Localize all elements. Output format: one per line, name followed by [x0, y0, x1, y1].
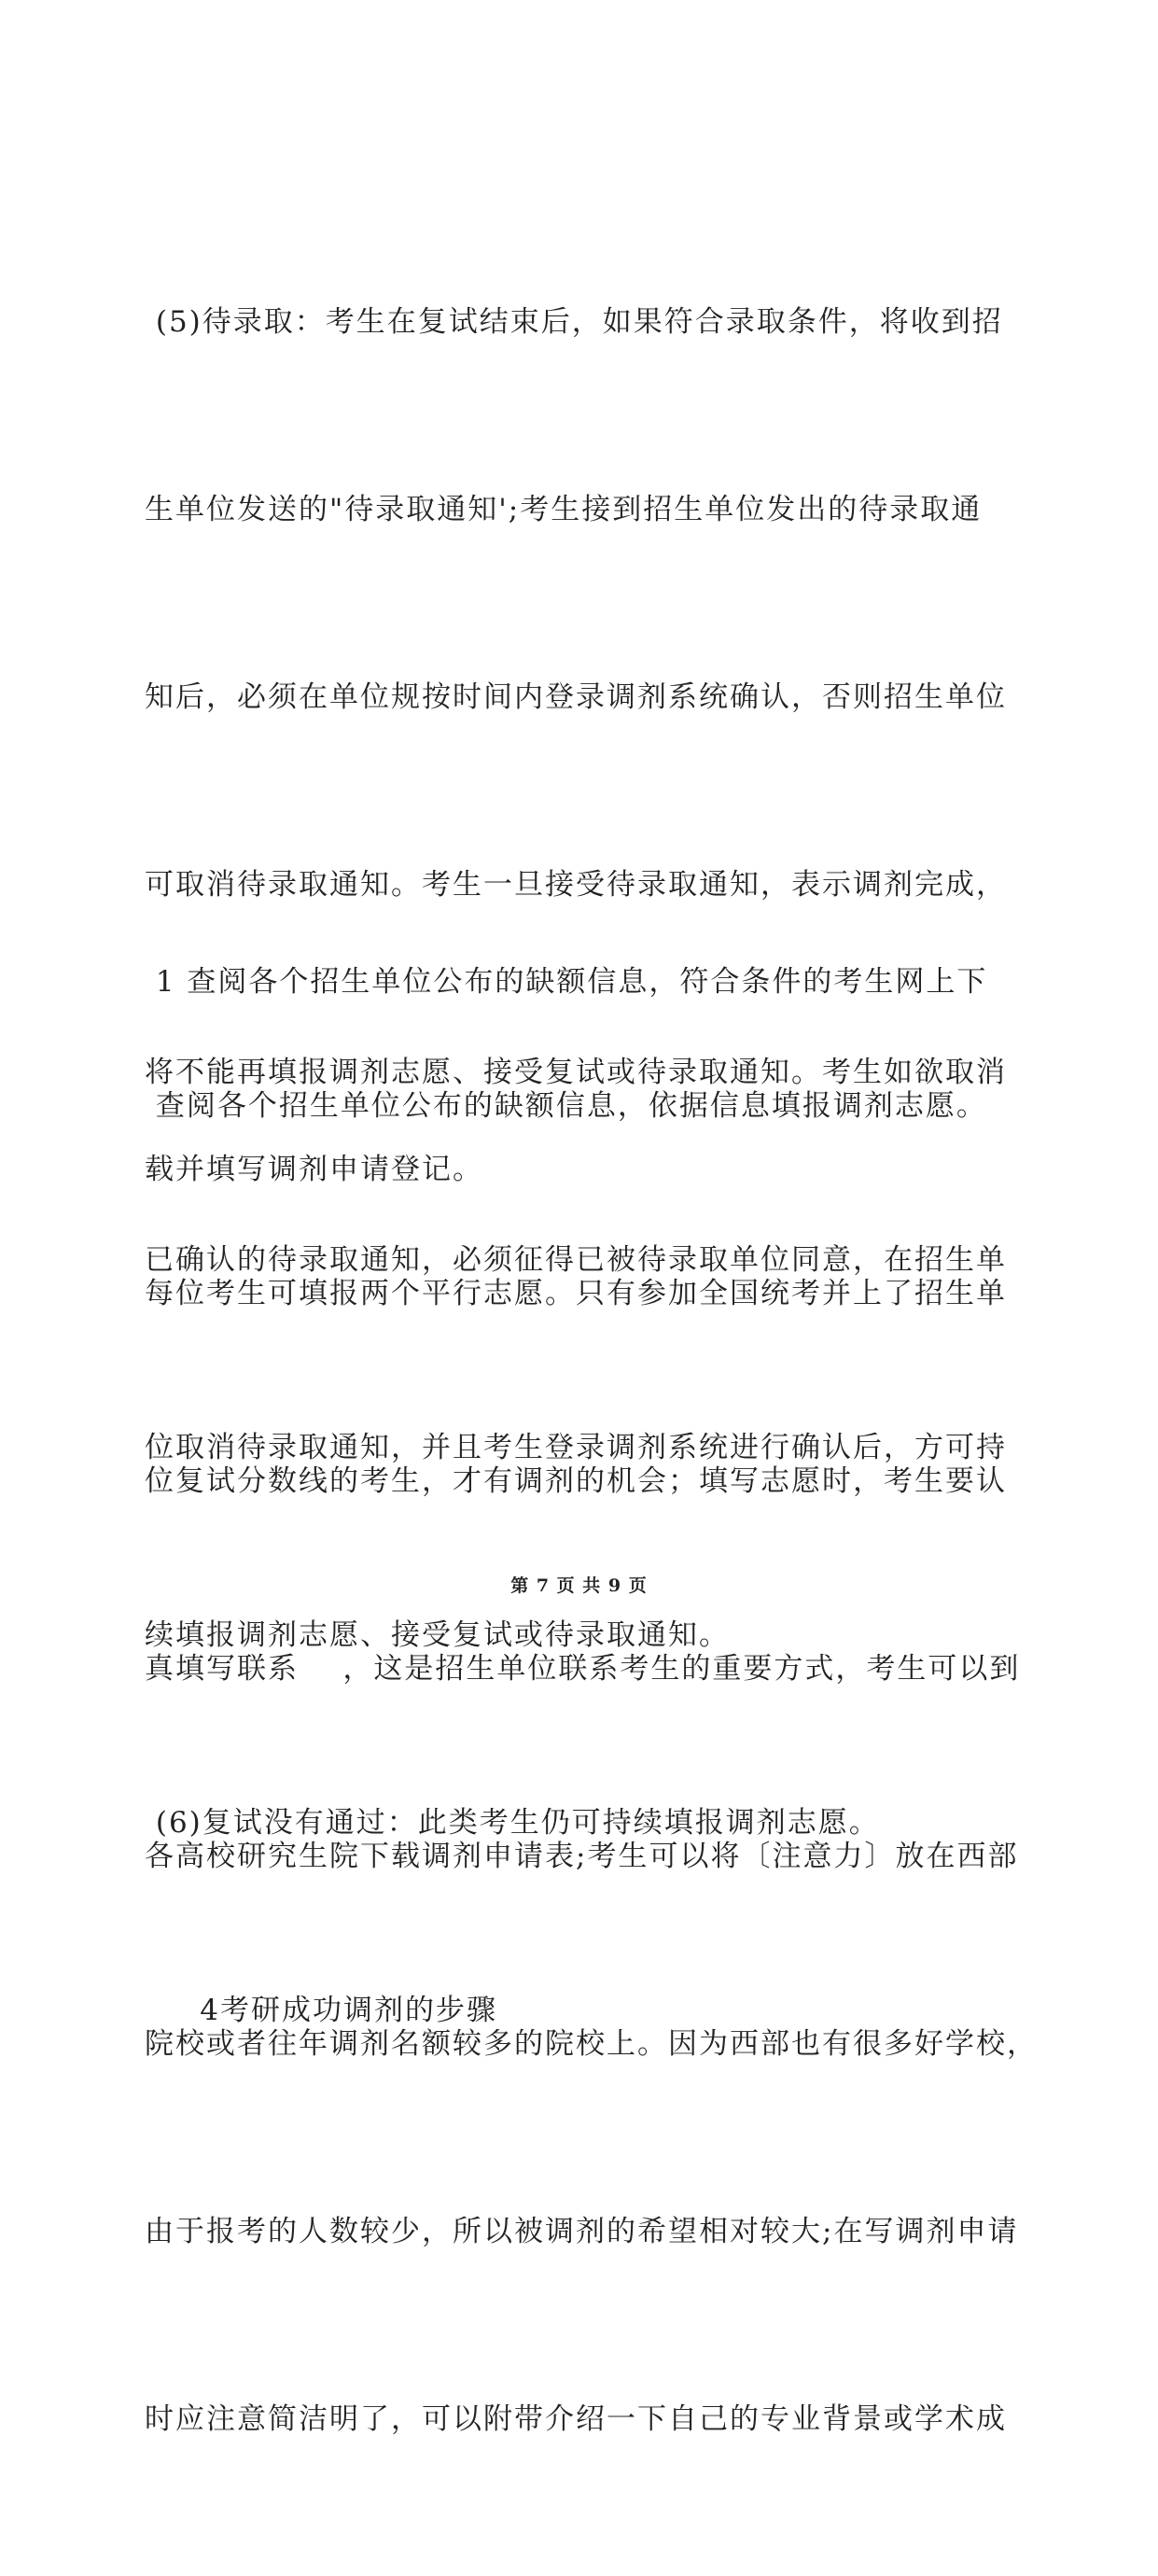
- text-line: 位取消待录取通知，并且考生登录调剂系统进行确认后，方可持: [145, 1431, 1007, 1464]
- text-line: 院校或者往年调剂名额较多的院校上。因为西部也有很多好学校，: [145, 2027, 1038, 2061]
- text-line: 知后，必须在单位规按时间内登录调剂系统确认，否则招生单位: [145, 680, 1007, 714]
- text-line: 由于报考的人数较少，所以被调剂的希望相对较大;在写调剂申请: [145, 2215, 1019, 2248]
- text-line: 可取消待录取通知。考生一旦接受待录取通知，表示调剂完成，: [145, 868, 1007, 902]
- page-number-footer: 第 7 页 共 9 页: [510, 1575, 648, 1596]
- text-line: 将不能再填报调剂志愿、接受复试或待录取通知。考生如欲取消: [145, 1056, 1007, 1089]
- text-line: 查阅各个招生单位公布的缺额信息，依据信息填报调剂志愿。: [145, 1089, 987, 1123]
- text-line: 时应注意简洁明了，可以附带介绍一下自己的专业背景或学术成: [145, 2402, 1007, 2436]
- text-line: 1 查阅各个招生单位公布的缺额信息，符合条件的考生网上下: [145, 965, 988, 999]
- text-line: 续填报调剂志愿、接受复试或待录取通知。: [145, 1618, 730, 1652]
- text-line: (6)复试没有通过：此类考生仍可持续填报调剂志愿。: [145, 1806, 880, 1840]
- text-line: 位复试分数线的考生，才有调剂的机会；填写志愿时，考生要认: [145, 1464, 1007, 1498]
- text-line: 载并填写调剂申请登记。: [145, 1153, 483, 1186]
- text-line: 真填写联系 ，这是招生单位联系考生的重要方式，考生可以到: [145, 1652, 1021, 1686]
- text-line: 生单位发送的"待录取通知';考生接到招生单位发出的待录取通: [145, 493, 983, 526]
- text-line: (5)待录取：考生在复试结束后，如果符合录取条件，将收到招: [145, 305, 1003, 339]
- text-line: 各高校研究生院下载调剂申请表;考生可以将〔注意力〕放在西部: [145, 1840, 1019, 1873]
- section-step-detail: [145, 950, 1038, 2576]
- text-line: 每位考生可填报两个平行志愿。只有参加全国统考并上了招生单: [145, 1277, 1007, 1310]
- section-heading: 4考研成功调剂的步骤: [145, 1994, 497, 2027]
- text-line: 已确认的待录取通知，必须征得已被待录取单位同意，在招生单: [145, 1243, 1007, 1277]
